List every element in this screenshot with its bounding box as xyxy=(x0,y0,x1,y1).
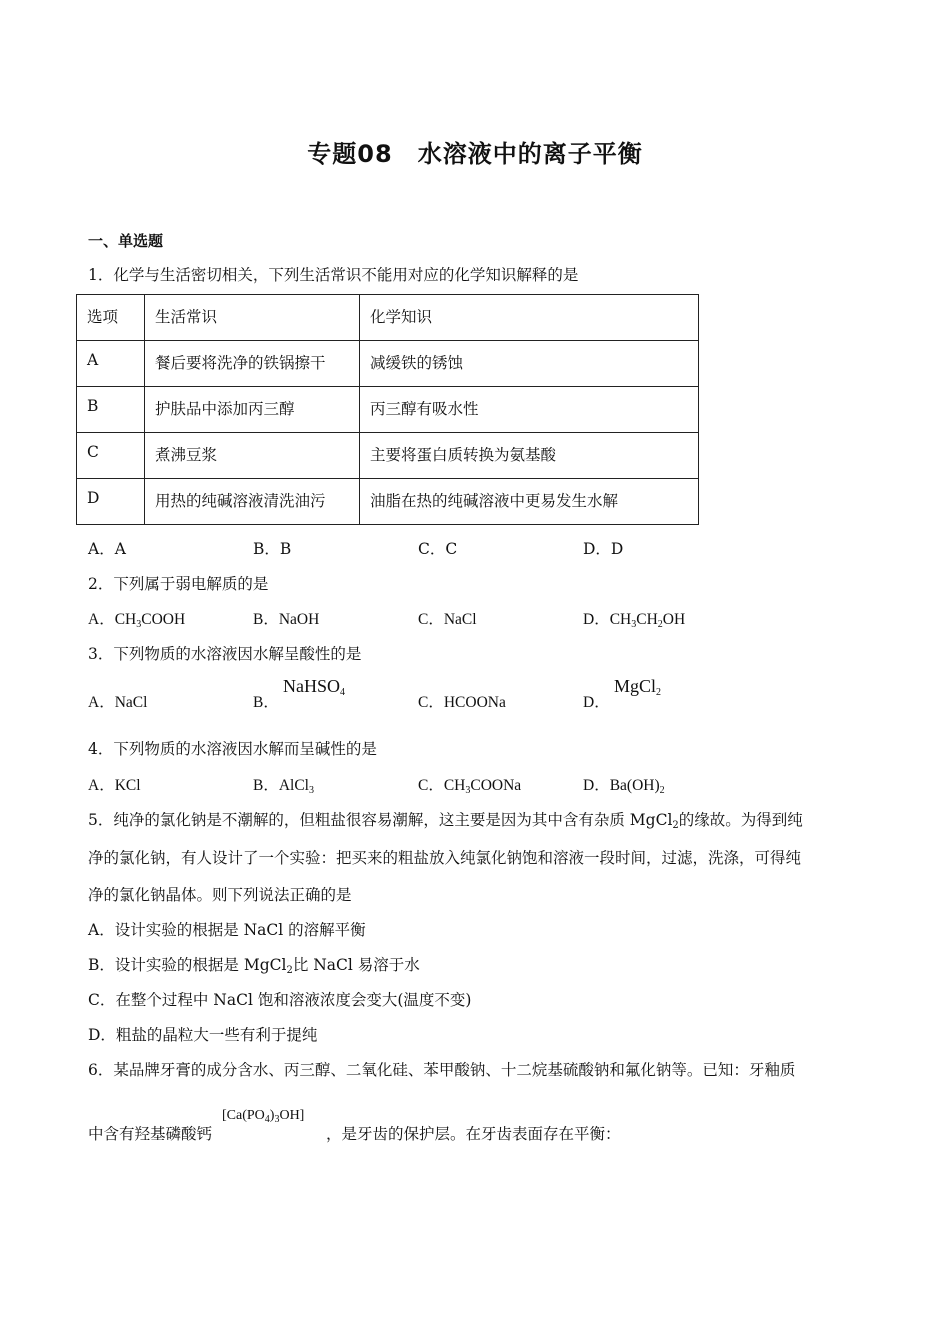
q5-option-a: A．设计实验的根据是 NaCl 的溶解平衡 xyxy=(88,921,366,939)
q4-option-c: C．$CH_3COONa$ xyxy=(418,777,522,796)
q2-option-b: B．NaOH xyxy=(253,611,320,628)
table-header-cell: 选项 xyxy=(77,295,145,341)
table-cell: 用热的纯碱溶液清洗油污 xyxy=(145,479,360,525)
q1-option-c: C．C xyxy=(418,540,458,558)
q4-option-d: D．$Ba(OH)_2$ xyxy=(583,777,665,796)
table-cell: 护肤品中添加丙三醇 xyxy=(145,387,360,433)
question-6-line-1: 6．某品牌牙膏的成分含水、丙三醇、二氧化硅、苯甲酸钠、十二烷基硫酸钠和氟化钠等。已知：牙釉质 xyxy=(88,1061,796,1079)
q2-option-c: C．NaCl xyxy=(418,611,477,628)
q3-option-d-formula: MgCl$_2$ xyxy=(614,676,662,698)
q1-option-b: B．B xyxy=(253,540,292,558)
q4-option-b: B．AlCl$_3$ xyxy=(253,777,314,796)
q3-option-d-label: D． xyxy=(583,694,610,711)
q3-option-b-formula: NaHSO$_4$ xyxy=(283,676,345,698)
q3-option-a: A．NaCl xyxy=(88,694,148,711)
table-header-cell: 生活常识 xyxy=(145,295,360,341)
q5-option-d: D．粗盐的晶粒大一些有利于提纯 xyxy=(88,1026,318,1044)
table-row xyxy=(77,387,699,433)
question-3-stem: 3．下列物质的水溶液因水解呈酸性的是 xyxy=(88,645,362,663)
table-cell: 餐后要将洗净的铁锅擦干 xyxy=(145,341,360,387)
question-6-line-2-suffix: ，是牙齿的保护层。在牙齿表面存在平衡： xyxy=(326,1125,621,1143)
question-4-stem: 4．下列物质的水溶液因水解而呈碱性的是 xyxy=(88,740,377,758)
hydroxyapatite-formula: $[Ca(PO_4)_3OH]$ xyxy=(222,1108,305,1125)
table-cell: C xyxy=(77,433,145,479)
table-row xyxy=(77,479,699,525)
q3-option-c: C．HCOONa xyxy=(418,694,506,711)
page-title: 专题08 水溶液中的离子平衡 xyxy=(307,140,643,168)
q3-option-b-label: B． xyxy=(253,694,279,711)
table-cell: D xyxy=(77,479,145,525)
q2-option-a: A．$CH_3COOH$ xyxy=(88,611,186,630)
table-cell: 主要将蛋白质转换为氨基酸 xyxy=(360,433,699,479)
table-cell: 煮沸豆浆 xyxy=(145,433,360,479)
question-6-line-2-prefix: 中含有羟基磷酸钙 xyxy=(88,1125,213,1143)
question-1-table xyxy=(76,294,699,525)
table-cell: A xyxy=(77,341,145,387)
section-heading: 一、单选题 xyxy=(88,232,164,250)
q4-option-a: A．KCl xyxy=(88,777,141,794)
table-cell: 丙三醇有吸水性 xyxy=(360,387,699,433)
table-cell: B xyxy=(77,387,145,433)
question-5-line-2: 净的氯化钠，有人设计了一个实验：把买来的粗盐放入纯氯化钠饱和溶液一段时间，过滤，洗涤，可得纯 xyxy=(88,849,802,867)
question-1-stem: 1．化学与生活密切相关，下列生活常识不能用对应的化学知识解释的是 xyxy=(88,266,579,284)
table-header-row xyxy=(77,295,699,341)
q2-option-d: D．$CH_3CH_2OH$ xyxy=(583,611,686,630)
question-5-line-1: 5．纯净的氯化钠是不潮解的，但粗盐很容易潮解，这主要是因为其中含有杂质 MgCl$_2$的缘故。为得到纯 xyxy=(88,811,803,831)
q1-option-a: A．A xyxy=(88,540,126,558)
question-2-stem: 2．下列属于弱电解质的是 xyxy=(88,575,269,593)
question-5-line-3: 净的氯化钠晶体。则下列说法正确的是 xyxy=(88,886,352,904)
table-row xyxy=(77,341,699,387)
q1-option-d: D．D xyxy=(583,540,624,558)
q5-option-b: B．设计实验的根据是 MgCl$_2$比 NaCl 易溶于水 xyxy=(88,956,420,976)
q5-option-c: C．在整个过程中 NaCl 饱和溶液浓度会变大(温度不变) xyxy=(88,991,472,1009)
table-cell: 减缓铁的锈蚀 xyxy=(360,341,699,387)
table-header-cell: 化学知识 xyxy=(360,295,699,341)
table-row xyxy=(77,433,699,479)
table-cell: 油脂在热的纯碱溶液中更易发生水解 xyxy=(360,479,699,525)
